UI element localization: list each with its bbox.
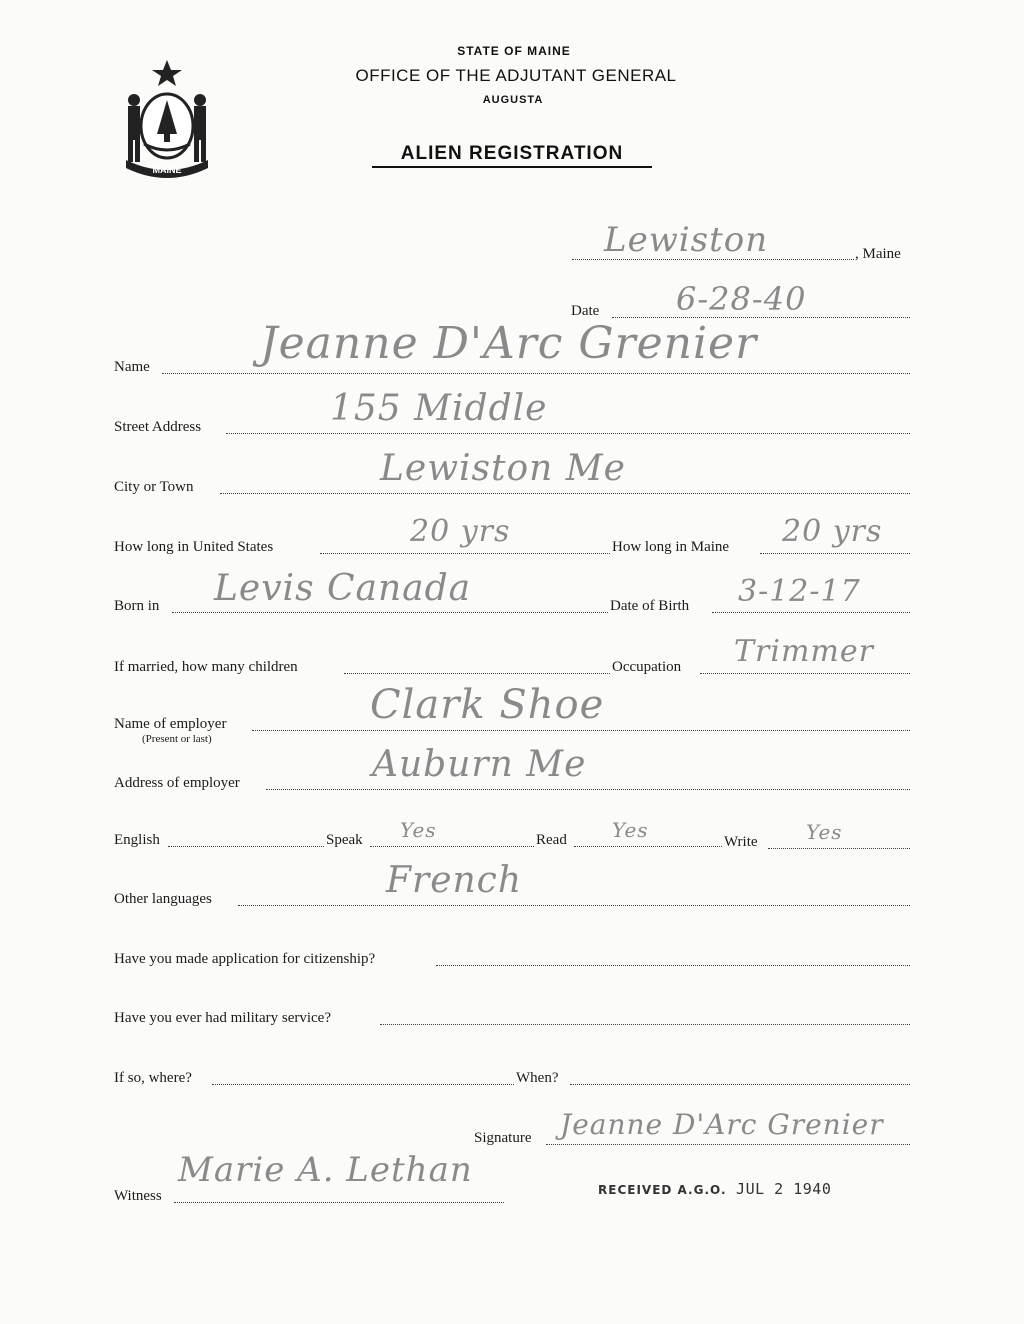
- witness-label: Witness: [114, 1188, 162, 1204]
- born-in-dotted-line: [172, 612, 608, 613]
- received-stamp-date: JUL 2 1940: [736, 1180, 832, 1198]
- employer-label: Name of employer: [114, 716, 227, 732]
- born-in-label: Born in: [114, 598, 160, 614]
- how-long-us-label: How long in United States: [114, 539, 274, 555]
- other-languages-value: French: [386, 860, 523, 901]
- name-dotted-line: [162, 373, 910, 374]
- military-dotted-line: [380, 1024, 910, 1025]
- name-label: Name: [114, 359, 150, 375]
- speak-value: Yes: [400, 818, 437, 842]
- city-label: City or Town: [114, 479, 194, 495]
- how-long-maine-dotted-line: [760, 553, 910, 554]
- witness-dotted-line: [174, 1202, 504, 1203]
- write-value: Yes: [806, 820, 843, 844]
- write-label: Write: [724, 834, 758, 850]
- city-value: Lewiston Me: [380, 448, 626, 489]
- street-dotted-line: [226, 433, 910, 434]
- born-in-value: Levis Canada: [214, 568, 472, 609]
- write-dotted-line: [768, 848, 910, 849]
- town-value: Lewiston: [604, 220, 769, 260]
- date-value: 6-28-40: [676, 280, 807, 318]
- english-label: English: [114, 832, 160, 848]
- employer-address-label: Address of employer: [114, 775, 240, 791]
- read-value: Yes: [612, 818, 649, 842]
- how-long-us-dotted-line: [320, 553, 610, 554]
- city-heading: AUGUSTA: [482, 94, 544, 106]
- signature-value: Jeanne D'Arc Grenier: [560, 1108, 884, 1141]
- when-dotted-line: [570, 1084, 910, 1085]
- street-label: Street Address: [114, 419, 202, 435]
- how-long-maine-value: 20 yrs: [782, 514, 883, 549]
- read-label: Read: [536, 832, 567, 848]
- received-stamp-label: RECEIVED A.G.O.: [598, 1183, 727, 1197]
- employer-note: (Present or last): [142, 733, 212, 745]
- city-dotted-line: [220, 493, 910, 494]
- received-stamp: [598, 1180, 831, 1198]
- when-label: When?: [516, 1070, 559, 1086]
- signature-label: Signature: [474, 1130, 532, 1146]
- date-of-birth-label: Date of Birth: [610, 598, 690, 614]
- maine-label: , Maine: [855, 246, 901, 262]
- form-title: ALIEN REGISTRATION: [372, 143, 652, 168]
- employer-address-value: Auburn Me: [372, 744, 587, 785]
- date-of-birth-value: 3-12-17: [738, 574, 861, 609]
- where-dotted-line: [212, 1084, 514, 1085]
- employer-dotted-line: [252, 730, 910, 731]
- date-label: Date: [571, 303, 600, 319]
- speak-dotted-line: [370, 846, 534, 847]
- witness-value: Marie A. Lethan: [178, 1150, 473, 1190]
- other-languages-label: Other languages: [114, 891, 212, 907]
- speak-label: Speak: [326, 832, 363, 848]
- office-heading: OFFICE OF THE ADJUTANT GENERAL: [355, 66, 677, 85]
- married-children-dotted-line: [344, 673, 610, 674]
- name-value: Jeanne D'Arc Grenier: [260, 318, 758, 369]
- employer-value: Clark Shoe: [370, 682, 605, 728]
- citizenship-dotted-line: [436, 965, 910, 966]
- date-of-birth-dotted-line: [712, 612, 910, 613]
- read-dotted-line: [574, 846, 722, 847]
- occupation-dotted-line: [700, 673, 910, 674]
- how-long-us-value: 20 yrs: [410, 514, 511, 549]
- svg-text:MAINE: MAINE: [152, 165, 182, 175]
- military-label: Have you ever had military service?: [114, 1010, 331, 1026]
- street-value: 155 Middle: [330, 388, 548, 429]
- other-languages-dotted-line: [238, 905, 910, 906]
- where-label: If so, where?: [114, 1070, 192, 1086]
- occupation-value: Trimmer: [734, 634, 874, 669]
- occupation-label: Occupation: [612, 659, 682, 675]
- citizenship-label: Have you made application for citizenship?: [114, 951, 376, 967]
- english-dotted-line: [168, 846, 324, 847]
- married-children-label: If married, how many children: [114, 659, 298, 675]
- how-long-maine-label: How long in Maine: [612, 539, 730, 555]
- signature-dotted-line: [546, 1144, 910, 1145]
- employer-address-dotted-line: [266, 789, 910, 790]
- state-heading: STATE OF MAINE: [457, 44, 571, 58]
